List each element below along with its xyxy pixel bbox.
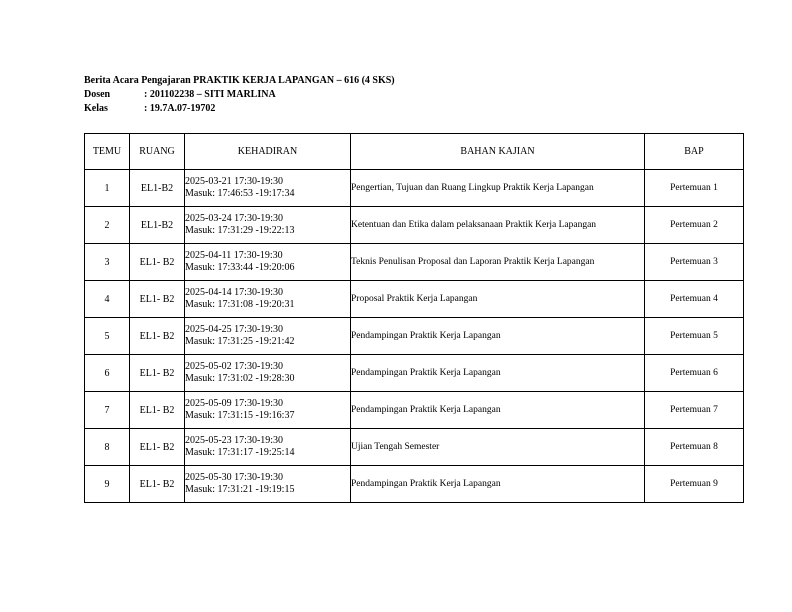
- bap-cell: Pertemuan 1: [645, 170, 744, 207]
- bap-cell: Pertemuan 5: [645, 318, 744, 355]
- jadwal-text: 2025-03-21 17:30-19:30: [185, 176, 284, 187]
- ruang-cell: EL1- B2: [130, 392, 185, 429]
- kehadiran-cell: [185, 318, 351, 355]
- temu-cell: 8: [85, 429, 130, 466]
- temu-cell: 2: [85, 207, 130, 244]
- bahan-cell: Pendampingan Praktik Kerja Lapangan: [351, 355, 645, 392]
- masuk-text: Masuk: 17:31:02 -19:28:30: [185, 373, 295, 384]
- table-row: [85, 207, 744, 244]
- temu-cell: 4: [85, 281, 130, 318]
- masuk-text: Masuk: 17:33:44 -19:20:06: [185, 262, 295, 273]
- jadwal-text: 2025-04-14 17:30-19:30: [185, 287, 284, 298]
- document-title: [84, 74, 395, 88]
- table-row: [85, 244, 744, 281]
- jadwal-text: 2025-03-24 17:30-19:30: [185, 213, 284, 224]
- bap-cell: Pertemuan 7: [645, 392, 744, 429]
- jadwal-text: 2025-05-09 17:30-19:30: [185, 398, 284, 409]
- kelas-label: Kelas: [84, 103, 108, 114]
- jadwal-text: 2025-05-23 17:30-19:30: [185, 435, 284, 446]
- masuk-text: Masuk: 17:31:08 -19:20:31: [185, 299, 295, 310]
- bahan-cell: Proposal Praktik Kerja Lapangan: [351, 281, 645, 318]
- bahan-cell: Pendampingan Praktik Kerja Lapangan: [351, 392, 645, 429]
- bahan-cell: Pengertian, Tujuan dan Ruang Lingkup Praktik Kerja Lapangan: [351, 170, 645, 207]
- ruang-cell: EL1- B2: [130, 244, 185, 281]
- bap-cell: Pertemuan 4: [645, 281, 744, 318]
- masuk-text: Masuk: 17:31:29 -19:22:13: [185, 225, 295, 236]
- kehadiran-cell: [185, 466, 351, 503]
- jadwal-text: 2025-04-25 17:30-19:30: [185, 324, 284, 335]
- bahan-cell: Ujian Tengah Semester: [351, 429, 645, 466]
- temu-cell: 9: [85, 466, 130, 503]
- masuk-text: Masuk: 17:31:21 -19:19:15: [185, 484, 295, 495]
- kehadiran-cell: [185, 244, 351, 281]
- header-bahan-kajian: BAHAN KAJIAN: [351, 134, 645, 170]
- kehadiran-cell: [185, 355, 351, 392]
- document-header: [84, 74, 395, 116]
- dosen-value: : 201102238 – SITI MARLINA: [144, 89, 276, 100]
- kelas-value: : 19.7A.07-19702: [144, 103, 216, 114]
- masuk-text: Masuk: 17:31:17 -19:25:14: [185, 447, 295, 458]
- temu-cell: 6: [85, 355, 130, 392]
- jadwal-text: 2025-04-11 17:30-19:30: [185, 250, 283, 261]
- jadwal-text: 2025-05-02 17:30-19:30: [185, 361, 284, 372]
- header-bap: BAP: [645, 134, 744, 170]
- bap-cell: Pertemuan 9: [645, 466, 744, 503]
- dosen-label: Dosen: [84, 89, 111, 100]
- bahan-cell: Teknis Penulisan Proposal dan Laporan Praktik Kerja Lapangan: [351, 244, 645, 281]
- table-row: [85, 429, 744, 466]
- table-row: [85, 466, 744, 503]
- ruang-cell: EL1- B2: [130, 281, 185, 318]
- temu-cell: 1: [85, 170, 130, 207]
- temu-cell: 3: [85, 244, 130, 281]
- table-row: [85, 281, 744, 318]
- ruang-cell: EL1- B2: [130, 355, 185, 392]
- bap-cell: Pertemuan 2: [645, 207, 744, 244]
- bap-cell: Pertemuan 3: [645, 244, 744, 281]
- table-header-row: [85, 134, 744, 170]
- ruang-cell: EL1- B2: [130, 318, 185, 355]
- bap-cell: Pertemuan 6: [645, 355, 744, 392]
- ruang-cell: EL1- B2: [130, 429, 185, 466]
- header-temu: TEMU: [85, 134, 130, 170]
- kehadiran-cell: [185, 281, 351, 318]
- header-kehadiran: KEHADIRAN: [185, 134, 351, 170]
- ruang-cell: EL1-B2: [130, 170, 185, 207]
- kehadiran-cell: [185, 170, 351, 207]
- table-row: [85, 170, 744, 207]
- temu-cell: 5: [85, 318, 130, 355]
- kehadiran-cell: [185, 392, 351, 429]
- ruang-cell: EL1- B2: [130, 466, 185, 503]
- dosen-row: [84, 88, 395, 102]
- jadwal-text: 2025-05-30 17:30-19:30: [185, 472, 284, 483]
- kelas-row: [84, 102, 395, 116]
- bahan-cell: Pendampingan Praktik Kerja Lapangan: [351, 466, 645, 503]
- masuk-text: Masuk: 17:31:15 -19:16:37: [185, 410, 295, 421]
- masuk-text: Masuk: 17:46:53 -19:17:34: [185, 188, 295, 199]
- kehadiran-cell: [185, 429, 351, 466]
- masuk-text: Masuk: 17:31:25 -19:21:42: [185, 336, 295, 347]
- temu-cell: 7: [85, 392, 130, 429]
- bahan-cell: Pendampingan Praktik Kerja Lapangan: [351, 318, 645, 355]
- bap-cell: Pertemuan 8: [645, 429, 744, 466]
- table-row: [85, 318, 744, 355]
- bahan-cell: Ketentuan dan Etika dalam pelaksanaan Praktik Kerja Lapangan: [351, 207, 645, 244]
- header-ruang: RUANG: [130, 134, 185, 170]
- title-text: Berita Acara Pengajaran PRAKTIK KERJA LAPANGAN – 616 (4 SKS): [84, 75, 395, 86]
- table-row: [85, 355, 744, 392]
- attendance-table: [84, 133, 744, 503]
- kehadiran-cell: [185, 207, 351, 244]
- table-row: [85, 392, 744, 429]
- ruang-cell: EL1-B2: [130, 207, 185, 244]
